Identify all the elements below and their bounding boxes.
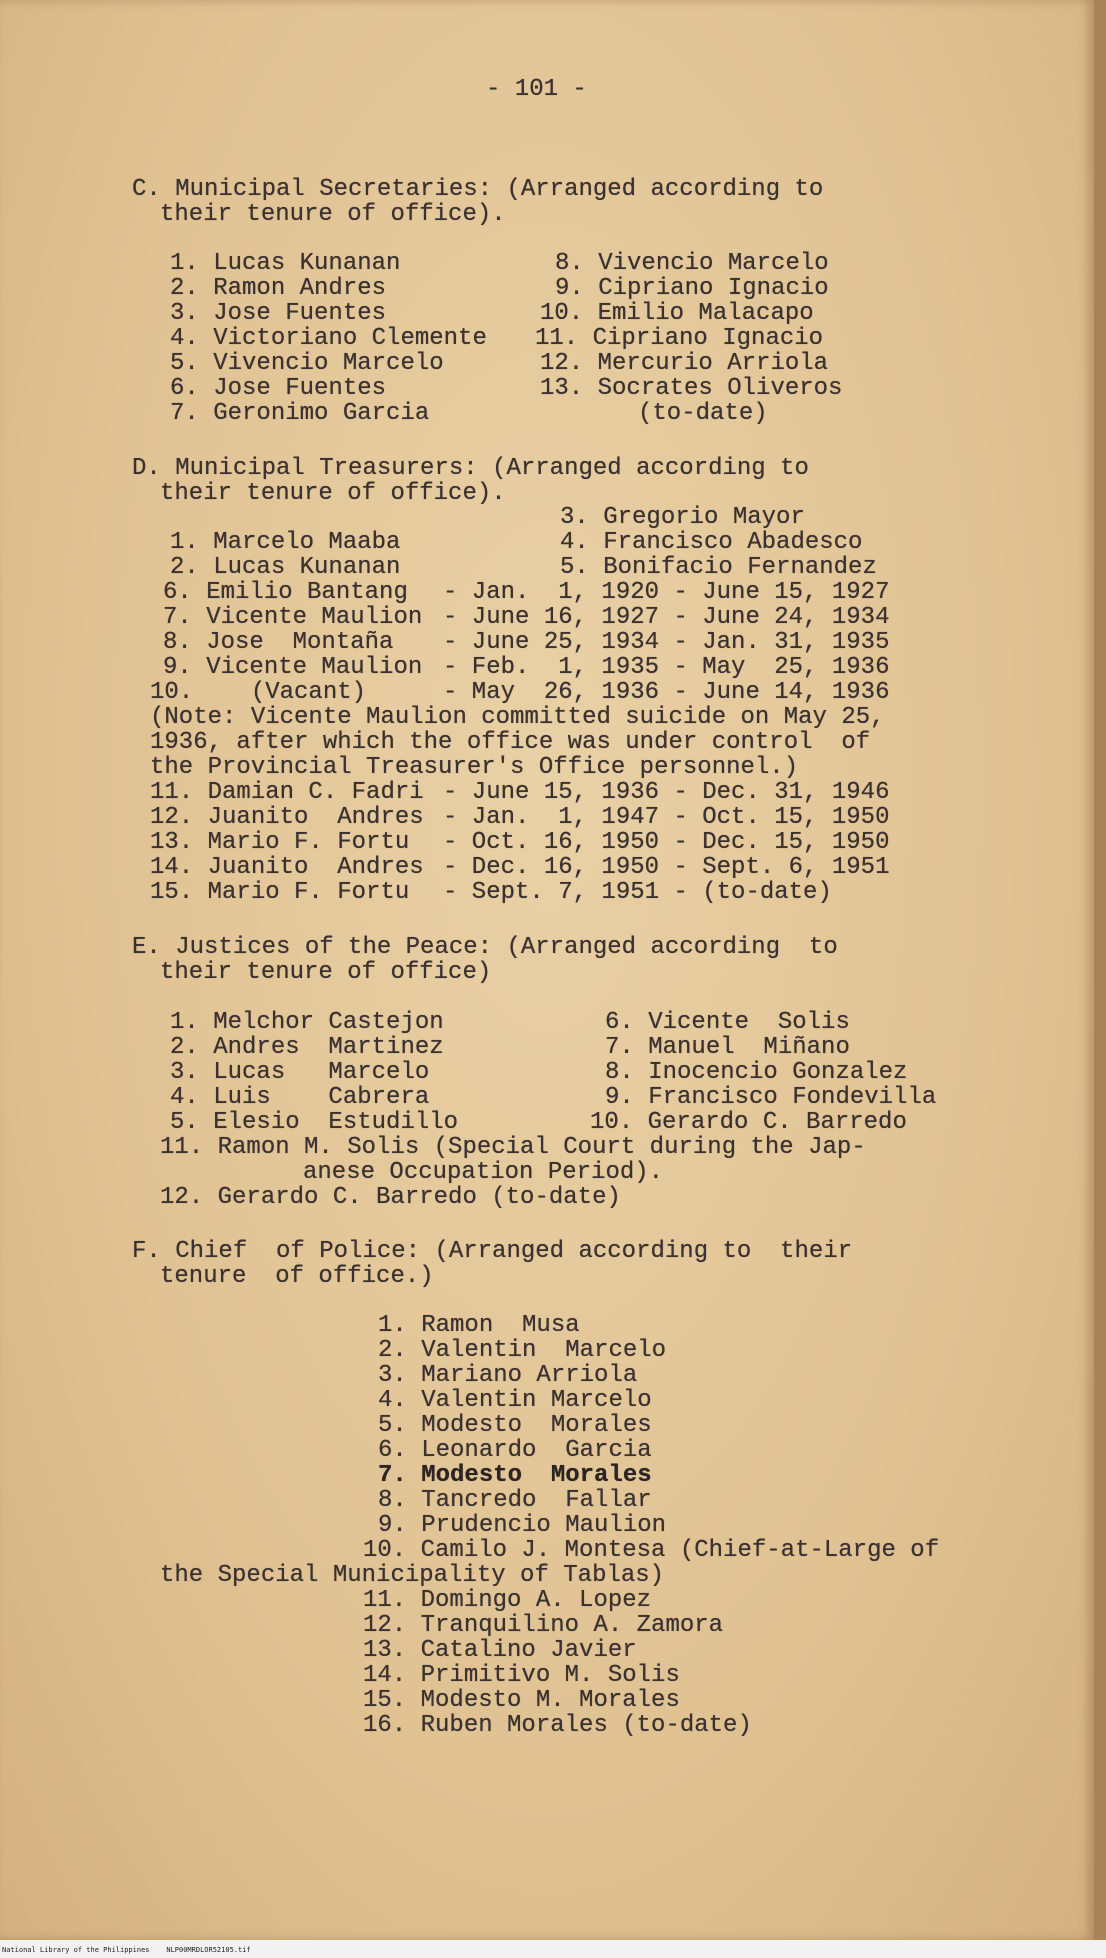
note-line: the Provincial Treasurer's Office personnel.)	[150, 754, 799, 781]
list-item: 10. Emilio Malacapo	[540, 300, 814, 327]
table-row-name: 9. Vicente Maulion	[163, 654, 423, 681]
section-e-heading-cont: their tenure of office)	[160, 959, 492, 986]
table-row-name: 14. Juanito Andres	[150, 854, 424, 881]
section-e-heading: E. Justices of the Peace: (Arranged according to	[132, 934, 838, 961]
list-item: 5. Modesto Morales	[378, 1412, 652, 1439]
list-item: 8. Inocencio Gonzalez	[605, 1059, 908, 1086]
table-row-term: - Feb. 1, 1935 - May 25, 1936	[443, 654, 890, 681]
section-c-heading: C. Municipal Secretaries: (Arranged according to	[132, 176, 824, 203]
list-item: 11. Cipriano Ignacio	[535, 325, 824, 352]
table-row-name: 12. Juanito Andres	[150, 804, 424, 831]
list-item: 9. Cipriano Ignacio	[555, 275, 829, 302]
list-item: 1. Ramon Musa	[378, 1312, 580, 1339]
table-row-name: 10. (Vacant)	[150, 679, 367, 706]
list-item: 7. Geronimo Garcia	[170, 400, 430, 427]
list-item: 3. Mariano Arriola	[378, 1362, 638, 1389]
page-edge-shadow	[1094, 0, 1106, 1958]
list-item: 16. Ruben Morales (to-date)	[363, 1712, 752, 1739]
list-item: 2. Andres Martinez	[170, 1034, 444, 1061]
list-item: 12. Tranquilino A. Zamora	[363, 1612, 724, 1639]
list-item: 12. Gerardo C. Barredo (to-date)	[160, 1184, 621, 1211]
table-row-name: 6. Emilio Bantang	[163, 579, 408, 606]
list-item: 6. Vicente Solis	[605, 1009, 850, 1036]
list-item: 12. Mercurio Arriola	[540, 350, 829, 377]
list-item: 10. Camilo J. Montesa (Chief-at-Large of	[363, 1537, 940, 1564]
scan-footer-caption: National Library of the Philippines NLP00MRDLOR52105.tif	[2, 1946, 251, 1954]
list-item: 13. Socrates Oliveros	[540, 375, 843, 402]
section-f-heading: F. Chief of Police: (Arranged according to their	[132, 1238, 853, 1265]
list-item: 2. Valentin Marcelo	[378, 1337, 667, 1364]
table-row-name: 15. Mario F. Fortu	[150, 879, 410, 906]
list-item: (to-date)	[638, 400, 768, 427]
list-item: 2. Ramon Andres	[170, 275, 387, 302]
list-item: 11. Ramon M. Solis (Special Court during the Jap-	[160, 1134, 866, 1161]
list-item: 3. Jose Fuentes	[170, 300, 387, 327]
list-item: 1. Lucas Kunanan	[170, 250, 401, 277]
note-line: 1936, after which the office was under control of	[150, 729, 871, 756]
section-d-heading: D. Municipal Treasurers: (Arranged according to	[132, 455, 809, 482]
list-item: 9. Prudencio Maulion	[378, 1512, 667, 1539]
list-item: 7. Modesto Morales	[378, 1462, 652, 1489]
list-item: 8. Vivencio Marcelo	[555, 250, 829, 277]
list-item: 8. Tancredo Fallar	[378, 1487, 652, 1514]
list-item: 9. Francisco Fondevilla	[605, 1084, 937, 1111]
list-item: 1. Melchor Castejon	[170, 1009, 444, 1036]
table-row-term: - Dec. 16, 1950 - Sept. 6, 1951	[443, 854, 890, 881]
table-row-term: - Jan. 1, 1920 - June 15, 1927	[443, 579, 890, 606]
list-item: 3. Gregorio Mayor	[560, 504, 805, 531]
list-item: 14. Primitivo M. Solis	[363, 1662, 680, 1689]
list-item: 13. Catalino Javier	[363, 1637, 637, 1664]
list-item: 4. Francisco Abadesco	[560, 529, 863, 556]
list-item-cont: anese Occupation Period).	[303, 1159, 664, 1186]
list-item: 6. Jose Fuentes	[170, 375, 387, 402]
table-row-term: - Oct. 16, 1950 - Dec. 15, 1950	[443, 829, 890, 856]
list-item: 11. Domingo A. Lopez	[363, 1587, 652, 1614]
table-row-term: - June 15, 1936 - Dec. 31, 1946	[443, 779, 890, 806]
table-row-term: - June 16, 1927 - June 24, 1934	[443, 604, 890, 631]
table-row-term: - Jan. 1, 1947 - Oct. 15, 1950	[443, 804, 890, 831]
list-item: 6. Leonardo Garcia	[378, 1437, 652, 1464]
list-item: 4. Valentin Marcelo	[378, 1387, 652, 1414]
section-c-heading-cont: their tenure of office).	[160, 201, 506, 228]
note-line: (Note: Vicente Maulion committed suicide on May 25,	[150, 704, 885, 731]
list-item: 15. Modesto M. Morales	[363, 1687, 680, 1714]
table-row-term: - June 25, 1934 - Jan. 31, 1935	[443, 629, 890, 656]
section-f-heading-cont: tenure of office.)	[160, 1263, 434, 1290]
table-row-name: 8. Jose Montaña	[163, 629, 394, 656]
list-item: 2. Lucas Kunanan	[170, 554, 401, 581]
list-item: 1. Marcelo Maaba	[170, 529, 401, 556]
list-item: 5. Vivencio Marcelo	[170, 350, 444, 377]
list-item-cont: the Special Municipality of Tablas)	[160, 1562, 665, 1589]
list-item: 4. Victoriano Clemente	[170, 325, 487, 352]
table-row-name: 13. Mario F. Fortu	[150, 829, 410, 856]
section-d-heading-cont: their tenure of office).	[160, 480, 506, 507]
list-item: 5. Elesio Estudillo	[170, 1109, 459, 1136]
list-item: 3. Lucas Marcelo	[170, 1059, 430, 1086]
list-item: 7. Manuel Miñano	[605, 1034, 850, 1061]
list-item: 4. Luis Cabrera	[170, 1084, 430, 1111]
list-item: 5. Bonifacio Fernandez	[560, 554, 877, 581]
table-row-name: 7. Vicente Maulion	[163, 604, 423, 631]
table-row-term: - May 26, 1936 - June 14, 1936	[443, 679, 890, 706]
table-row-term: - Sept. 7, 1951 - (to-date)	[443, 879, 832, 906]
table-row-name: 11. Damian C. Fadri	[150, 779, 424, 806]
page-number: - 101 -	[486, 76, 587, 103]
list-item: 10. Gerardo C. Barredo	[590, 1109, 907, 1136]
